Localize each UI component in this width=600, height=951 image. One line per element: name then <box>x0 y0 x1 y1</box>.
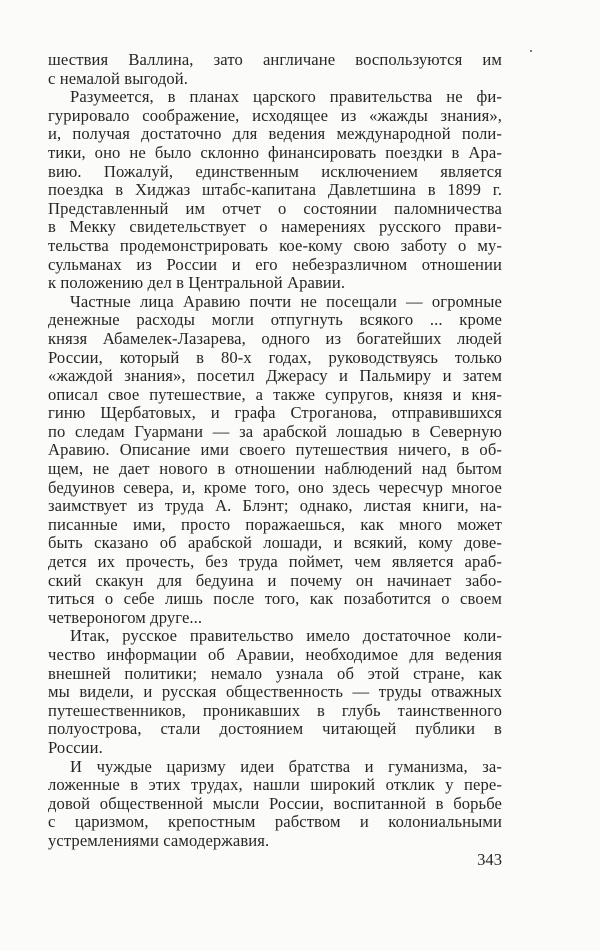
text-line: И чуждые царизму идеи братства и гуманизма, за- <box>70 756 502 776</box>
text-line: мы видели, и русская общественность — труды отважных <box>48 682 502 702</box>
text-line: быть сказано об арабской лошади, и всякий, кому дове- <box>48 533 502 553</box>
scan-speck <box>530 50 532 52</box>
page-body-text <box>48 51 502 851</box>
text-line: чество информации об Аравии, необходимое для ведения <box>48 645 502 664</box>
text-line: «жаждой знания», посетил Джерасу и Пальмиру и затем <box>48 366 502 386</box>
text-line: вию. Пожалуй, единственным исключением является <box>48 161 502 181</box>
text-line: в Мекку свидетельствует о намерениях русского прави- <box>48 217 502 237</box>
text-line: Частные лица Аравию почти не посещали — огромные <box>70 291 502 311</box>
text-line: по следам Гуармани — за арабской лошадью в Северную <box>48 421 502 441</box>
text-line: путешественников, проникавших в глубь таинственного <box>48 700 502 720</box>
text-line: щем, не дает нового в отношении наблюдений над бытом <box>48 459 502 479</box>
text-line: писанные ими, просто поражаешься, как много может <box>48 514 502 534</box>
text-line: тельства продемонстрировать кое-кому свою заботу о му- <box>48 235 502 255</box>
text-line: поездка в Хиджаз штабс-капитана Давлетшина в 1899 г. <box>48 180 502 200</box>
paragraph <box>48 293 502 628</box>
text-line: описал свое путешествие, а также супругов, князя и кня- <box>48 384 502 404</box>
text-line: сульманах из России и его небезразличном отношении <box>48 254 502 274</box>
text-line: России, который в 80-х годах, руководствуясь только <box>48 347 502 367</box>
text-line: шествия Валлина, зато англичане воспользуются им <box>48 50 502 69</box>
text-line: Аравию. Описание ими своего путешествия ничего, в об- <box>48 440 502 460</box>
text-line: Итак, русское правительство имело достаточное коли- <box>70 626 502 646</box>
text-line: устремлениями самодержавия. <box>48 830 270 850</box>
text-line: довой общественной мысли России, воспитанной в борьбе <box>48 793 502 813</box>
text-line: Разумеется, в планах царского правительства не фи- <box>70 87 502 107</box>
text-line: России. <box>48 737 103 757</box>
text-line: титься о себе лишь после того, как позаботится о своем <box>48 589 502 609</box>
text-line: внешней политики; немало узнала об этой стране, как <box>48 663 502 683</box>
text-line: с царизмом, крепостным рабством и колониальными <box>48 812 502 832</box>
text-line: гурировало соображение, исходящее из «жажды знания», <box>48 105 502 125</box>
paragraph <box>48 627 502 757</box>
text-line: и, получая достаточно для ведения международной поли- <box>48 124 502 144</box>
text-line: четвероногом друге... <box>48 607 203 627</box>
text-line: денежные расходы могли отпугнуть всякого ... кроме <box>48 310 502 330</box>
page-number: 343 <box>477 850 502 869</box>
text-line: гиню Щербатовых, и графа Строганова, отправившихся <box>48 403 502 423</box>
text-line: ложенные в этих трудах, нашли широкий отклик у пере- <box>48 775 502 795</box>
paragraph <box>48 88 502 293</box>
paragraph <box>48 758 502 851</box>
text-line: тики, оно не было склонно финансировать поездки в Ара- <box>48 142 502 162</box>
text-line: бедуинов севера, и, кроме того, оно здесь чересчур многое <box>48 477 502 497</box>
text-line: дется их прочесть, без труда поймет, чем является араб- <box>48 552 502 572</box>
text-line: к положению дел в Центральной Аравии. <box>48 273 346 293</box>
text-line: князя Абамелек-Лазарева, одного из богатейших людей <box>48 328 502 348</box>
text-line: ский скакун для бедуина и почему он начинает забо- <box>48 570 502 590</box>
text-line: полуострова, стали достоянием читающей публики в <box>48 719 502 739</box>
paragraph <box>48 51 502 88</box>
text-line: заимствует из труда А. Блэнт; однако, листая книги, на- <box>48 496 502 516</box>
text-line: Представленный им отчет о состоянии паломничества <box>48 198 502 218</box>
text-line: с немалой выгодой. <box>48 68 189 88</box>
